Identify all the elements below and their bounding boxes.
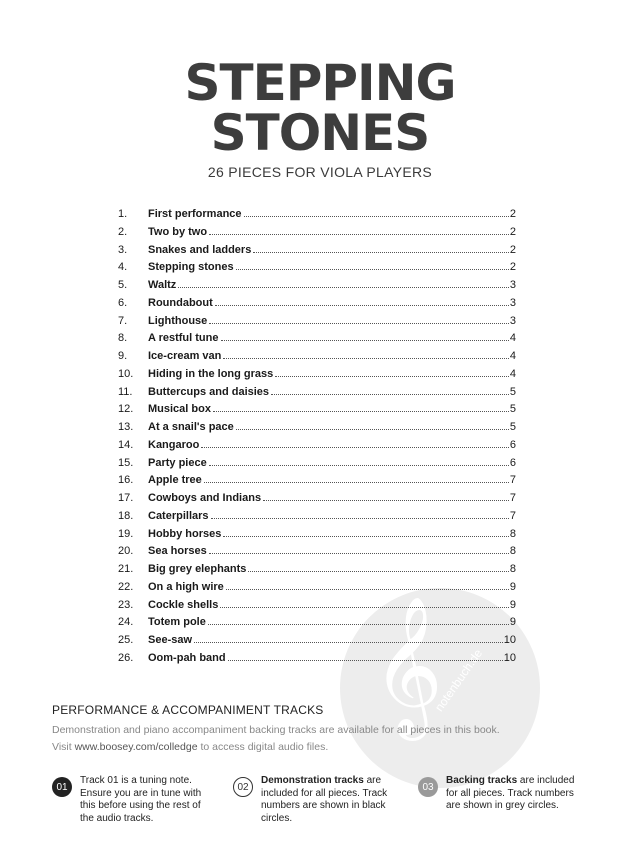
track-info-text [446, 775, 581, 813]
toc-entry-title: See-saw [148, 634, 193, 646]
toc-entry-title: Stepping stones [148, 261, 234, 274]
toc-entry [118, 261, 516, 279]
toc-leader-dots [271, 393, 509, 395]
toc-entry-number: 1. [118, 208, 128, 220]
toc-entry-page: 6 [509, 438, 516, 451]
toc-entry-number: 6. [118, 296, 128, 309]
toc-leader-dots [223, 535, 509, 537]
toc-entry-number: 4. [118, 261, 128, 274]
watermark-text: notenbuch.de [432, 646, 486, 715]
toc-entry-title: Big grey elephants [148, 563, 247, 575]
toc-entry-number: 21. [118, 563, 134, 575]
track-info-body: Track 01 is a tuning note. Ensure you are in tune with this before using the rest of the audio tracks. [80, 775, 202, 824]
toc-entry [118, 315, 516, 333]
toc-entry-page: 5 [509, 385, 516, 398]
toc-leader-dots [228, 659, 503, 661]
toc-entry [118, 634, 516, 652]
visit-prefix: Visit [52, 741, 75, 753]
toc-leader-dots [263, 499, 509, 501]
toc-entry-page: 3 [509, 279, 516, 291]
toc-leader-dots [209, 552, 509, 554]
toc-entry-page: 7 [509, 509, 516, 522]
toc-entry-number: 25. [118, 634, 134, 646]
toc-entry-page: 8 [509, 545, 516, 558]
toc-entry [118, 474, 516, 492]
toc-entry-title: Snakes and ladders [148, 243, 252, 256]
toc-entry-title: Kangaroo [148, 438, 200, 451]
toc-entry-title: Caterpillars [148, 509, 209, 522]
toc-entry [118, 244, 516, 262]
title-block [0, 54, 640, 180]
toc-leader-dots [209, 233, 509, 235]
toc-entry-title: Ice-cream van [148, 350, 222, 362]
toc-entry-page: 3 [509, 314, 516, 327]
toc-leader-dots [204, 481, 509, 483]
toc-entry-page: 7 [509, 492, 516, 504]
toc-entry-page: 5 [509, 421, 516, 433]
toc-entry-title: Apple tree [148, 474, 202, 487]
book-title-line2: STONES [210, 104, 430, 162]
track-info-tuning [52, 775, 215, 825]
toc-entry [118, 421, 516, 439]
toc-entry-page: 8 [509, 563, 516, 575]
toc-leader-dots [223, 357, 508, 359]
toc-entry [118, 226, 516, 244]
treble-clef-icon: 𝄞 [372, 596, 443, 735]
toc-entry-number: 7. [118, 314, 128, 327]
toc-entry-title: Hobby horses [148, 527, 222, 540]
visit-suffix: to access digital audio files. [197, 741, 329, 753]
toc-entry [118, 581, 516, 599]
toc-entry-title: Buttercups and daisies [148, 385, 270, 398]
toc-entry-page: 4 [509, 367, 516, 380]
track-info-text [80, 775, 215, 825]
toc-entry-number: 18. [118, 509, 134, 522]
toc-entry-title: Roundabout [148, 296, 213, 309]
track-info-demonstration [233, 775, 396, 825]
toc-entry-number: 24. [118, 616, 134, 629]
toc-entry-number: 17. [118, 492, 134, 504]
toc-entry-title: On a high wire [148, 580, 224, 593]
toc-entry [118, 457, 516, 475]
track-badge-outline: 02 [233, 777, 253, 797]
toc-entry-title: Oom-pah band [148, 651, 226, 664]
toc-entry [118, 652, 516, 670]
tracks-description: Demonstration and piano accompaniment backing tracks are available for all pieces in this book. [52, 724, 500, 736]
toc-entry [118, 368, 516, 386]
toc-leader-dots [275, 375, 509, 377]
toc-entry-page: 2 [509, 261, 516, 274]
track-info-backing [418, 775, 581, 813]
toc-entry [118, 616, 516, 634]
toc-leader-dots [208, 623, 509, 625]
toc-entry [118, 563, 516, 581]
toc-entry-title: Waltz [148, 279, 177, 291]
toc-entry-page: 5 [509, 403, 516, 416]
toc-entry-title: Hiding in the long grass [148, 367, 274, 380]
toc-entry-number: 20. [118, 545, 134, 558]
toc-entry [118, 350, 516, 368]
toc-entry [118, 510, 516, 528]
toc-leader-dots [221, 339, 509, 341]
toc-entry-number: 9. [118, 350, 128, 362]
toc-entry-title: Cowboys and Indians [148, 492, 262, 504]
toc-entry-page: 7 [509, 474, 516, 487]
toc-entry-title: Two by two [148, 225, 208, 238]
toc-entry-number: 26. [118, 651, 134, 664]
boosey-link[interactable]: www.boosey.com/colledge [74, 741, 198, 753]
track-info-text [261, 775, 396, 825]
book-title-line1: STEPPING [184, 54, 456, 112]
toc-leader-dots [215, 304, 509, 306]
toc-entry-title: Musical box [148, 403, 211, 416]
toc-entry [118, 208, 516, 226]
toc-entry [118, 332, 516, 350]
toc-entry-title: Totem pole [148, 616, 206, 629]
toc-entry-page: 2 [509, 208, 516, 220]
toc-entry-number: 10. [118, 367, 134, 380]
toc-entry-number: 2. [118, 225, 128, 238]
toc-entry [118, 599, 516, 617]
toc-leader-dots [209, 464, 509, 466]
toc-entry-number: 15. [118, 456, 134, 469]
toc-entry-page: 10 [503, 634, 516, 646]
toc-leader-dots [226, 588, 509, 590]
toc-entry-number: 22. [118, 580, 134, 593]
track-badge-black: 01 [52, 777, 72, 797]
toc-entry [118, 279, 516, 297]
book-subtitle: 26 PIECES FOR VIOLA PLAYERS [207, 164, 433, 180]
toc-leader-dots [236, 268, 509, 270]
toc-entry-page: 8 [509, 527, 516, 540]
toc-entry-number: 23. [118, 598, 134, 611]
toc-entry-title: A restful tune [148, 332, 219, 345]
toc-entry [118, 528, 516, 546]
toc-entry-number: 13. [118, 421, 134, 433]
table-of-contents [118, 208, 516, 670]
toc-entry-title: Lighthouse [148, 314, 208, 327]
toc-entry-title: At a snail's pace [148, 421, 234, 433]
toc-entry-number: 12. [118, 403, 134, 416]
toc-entry-page: 6 [509, 456, 516, 469]
toc-leader-dots [211, 517, 509, 519]
toc-leader-dots [201, 446, 509, 448]
toc-entry-page: 2 [509, 225, 516, 238]
toc-entry [118, 492, 516, 510]
toc-entry [118, 297, 516, 315]
toc-entry [118, 403, 516, 421]
toc-entry-number: 3. [118, 243, 128, 256]
toc-entry-title: Party piece [148, 456, 207, 469]
toc-entry-number: 19. [118, 527, 134, 540]
toc-entry-title: Sea horses [148, 545, 207, 558]
toc-entry [118, 439, 516, 457]
toc-entry-number: 14. [118, 438, 134, 451]
toc-leader-dots [248, 570, 508, 572]
toc-leader-dots [244, 215, 509, 217]
track-info-bold: Backing tracks [446, 775, 518, 786]
toc-entry-number: 11. [118, 385, 133, 398]
toc-entry-page: 9 [509, 580, 516, 593]
toc-leader-dots [253, 251, 509, 253]
toc-leader-dots [194, 641, 503, 643]
toc-leader-dots [178, 286, 509, 288]
toc-entry-title: First performance [148, 208, 242, 220]
toc-entry-number: 16. [118, 474, 134, 487]
toc-entry [118, 386, 516, 404]
toc-entry-title: Cockle shells [148, 598, 219, 611]
tracks-heading: PERFORMANCE & ACCOMPANIMENT TRACKS [52, 703, 324, 717]
toc-leader-dots [213, 410, 509, 412]
toc-entry-page: 9 [509, 598, 516, 611]
toc-entry-page: 9 [509, 616, 516, 629]
toc-entry-page: 4 [509, 350, 516, 362]
toc-entry-page: 10 [503, 651, 516, 664]
toc-entry-page: 2 [509, 243, 516, 256]
toc-entry-number: 5. [118, 279, 128, 291]
track-info-bold: Demonstration tracks [261, 775, 364, 786]
toc-entry [118, 545, 516, 563]
toc-leader-dots [236, 428, 509, 430]
toc-leader-dots [209, 322, 509, 324]
toc-entry-page: 4 [509, 332, 516, 345]
track-badge-grey: 03 [418, 777, 438, 797]
track-info-body: are included for all pieces. Track numbers are shown in black circles. [261, 775, 388, 824]
track-info-body: are included for all pieces. Track numbers are shown in grey circles. [446, 775, 575, 811]
tracks-visit-line [52, 741, 328, 753]
toc-entry-number: 8. [118, 332, 128, 345]
toc-entry-page: 3 [509, 296, 516, 309]
toc-leader-dots [220, 606, 509, 608]
